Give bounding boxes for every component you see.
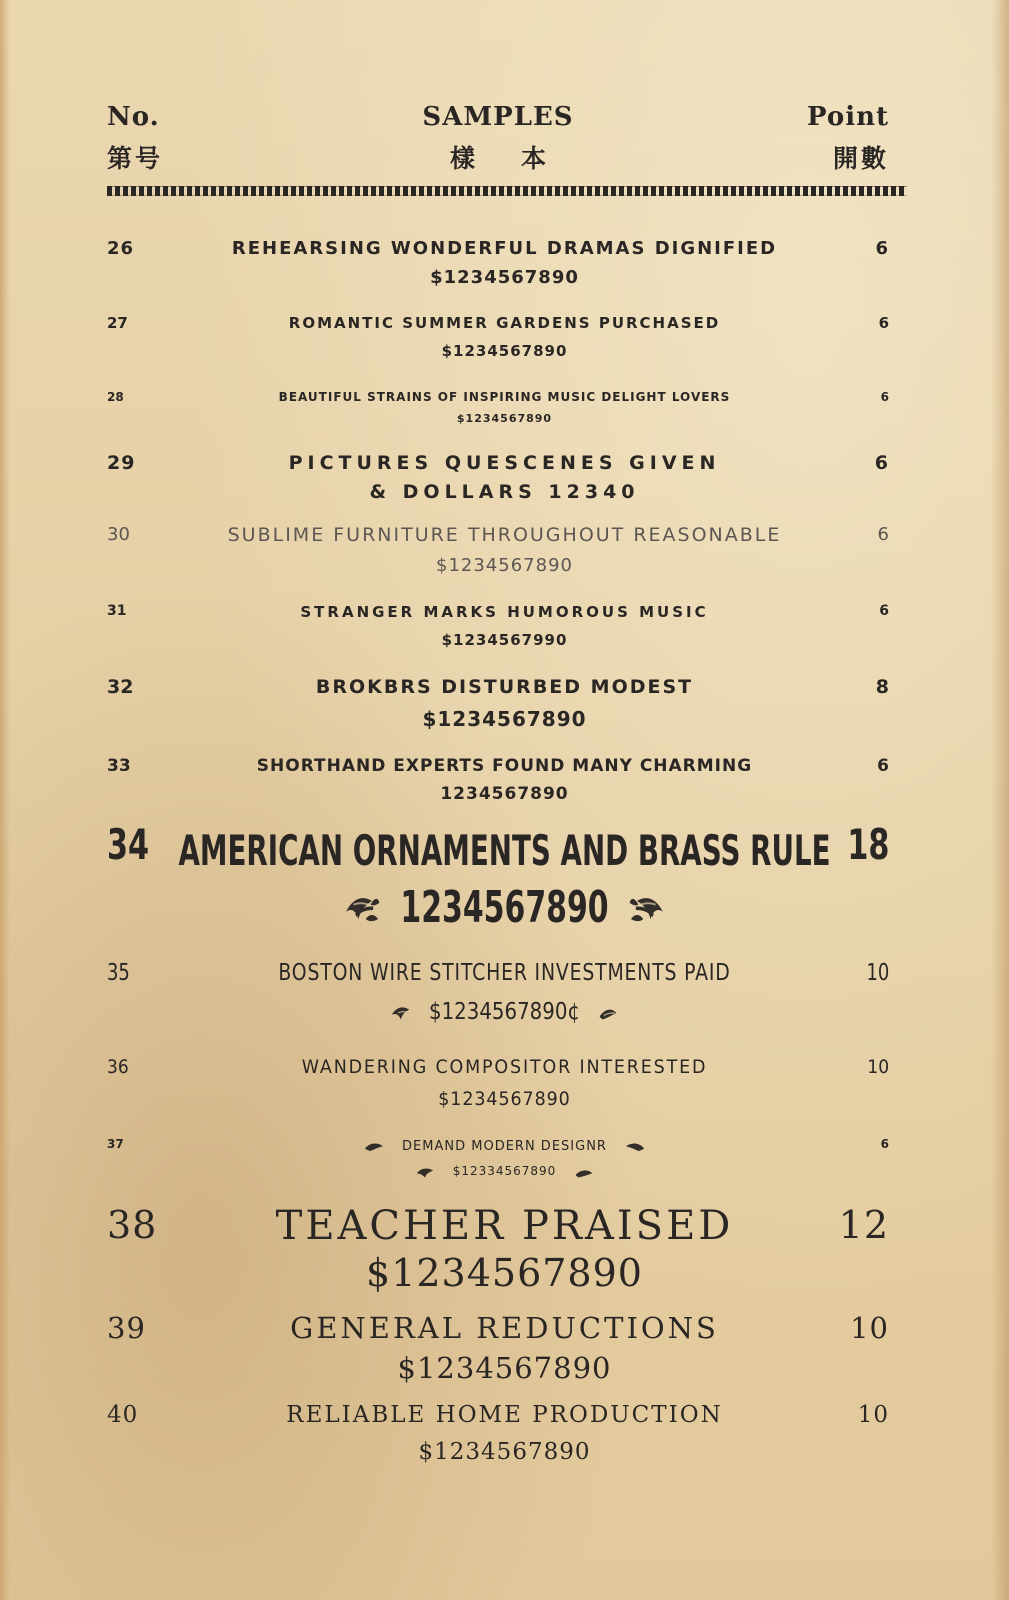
header-samples-zh: 樣本: [449, 144, 592, 173]
sample-number: 38: [107, 1203, 158, 1247]
sample-subline-with-ornaments: [71, 999, 939, 1025]
sample-point-size: 10: [850, 1311, 889, 1345]
sample-point-size: 18: [846, 820, 889, 869]
sample-subline: $1234567890: [436, 555, 573, 576]
sample-title: STRANGER MARKS HUMOROUS MUSIC: [300, 603, 709, 621]
sample-title: GENERAL REDUCTIONS: [290, 1311, 719, 1345]
sample-title: TEACHER PRAISED: [275, 1203, 734, 1249]
sample-number: 35: [107, 960, 130, 986]
sample-point-size: 6: [878, 314, 889, 332]
leaf-ornament-icon: [597, 1003, 619, 1023]
sample-point-size: 10: [857, 1402, 889, 1428]
sample-number: 30: [107, 524, 130, 545]
sample-number: 40: [107, 1402, 139, 1428]
sample-point-size: 6: [877, 756, 889, 776]
header-number-zh: 第号: [107, 144, 164, 173]
sample-title: REHEARSING WONDERFUL DRAMAS DIGNIFIED: [231, 238, 778, 259]
sample-subline: 1234567890: [400, 882, 609, 933]
sample-subline: $1234567890: [422, 707, 587, 731]
sample-subline: $1234567890: [418, 1439, 591, 1465]
sample-point-size: 10: [866, 960, 889, 986]
sample-number: 33: [107, 756, 131, 776]
dashed-rule: [107, 186, 907, 196]
leaf-ornament-icon: [624, 1140, 646, 1154]
sample-subline: $1234567990: [441, 631, 568, 649]
sample-point-size: 12: [838, 1203, 889, 1247]
sample-title-with-ornaments: [0, 1139, 1009, 1154]
sample-number: 39: [107, 1311, 146, 1345]
sample-number: 32: [107, 676, 134, 698]
sample-subline: $1234567890: [441, 342, 568, 360]
sample-subline: $12334567890: [452, 1164, 557, 1178]
sample-number: 37: [107, 1137, 124, 1151]
sample-number: 27: [107, 314, 128, 332]
sample-number: 29: [107, 452, 136, 474]
leaf-ornament-icon: [390, 1003, 412, 1023]
sample-title: DEMAND MODERN DESIGNR: [402, 1139, 607, 1154]
sample-point-size: 6: [875, 238, 889, 259]
sample-subline-with-ornaments: [161, 882, 847, 933]
sample-number: 28: [107, 390, 124, 404]
sample-title: AMERICAN ORNAMENTS AND BRASS RULE: [178, 826, 831, 875]
sample-subline: $1234567890¢: [428, 999, 581, 1025]
sample-number: 26: [107, 238, 135, 259]
sample-point-size: 6: [879, 603, 889, 619]
sample-title: SUBLIME FURNITURE THROUGHOUT REASONABLE: [227, 524, 782, 546]
sample-title: PICTURES QUESCENES GIVEN: [288, 452, 721, 474]
sample-point-size: 10: [867, 1056, 889, 1078]
header-point-column: [807, 102, 889, 174]
header-point-zh: 開數: [832, 144, 889, 173]
sample-point-size: 6: [880, 390, 889, 404]
header-point-en: Point: [807, 102, 889, 132]
leaf-ornament-icon: [414, 1165, 436, 1179]
sample-point-size: 8: [875, 676, 889, 698]
sample-subline: $1234567890: [397, 1351, 612, 1385]
sample-subline: & DOLLARS 12340: [369, 481, 640, 503]
sample-subline: $1234567890: [456, 412, 553, 425]
sample-subline: $1234567890: [438, 1088, 571, 1110]
sample-point-size: 6: [874, 452, 889, 474]
sample-point-size: 6: [880, 1137, 889, 1151]
sample-number: 36: [107, 1056, 129, 1078]
sample-subline: $1234567890: [430, 267, 579, 288]
header-samples-column: [388, 102, 608, 174]
leaf-ornament-icon: [573, 1165, 595, 1179]
sample-subline: 1234567890: [440, 784, 569, 804]
leaf-ornament-icon: [627, 888, 666, 932]
sample-subline-with-ornaments: [0, 1164, 1009, 1179]
sample-title: RELIABLE HOME PRODUCTION: [286, 1402, 723, 1428]
sample-title: WANDERING COMPOSITOR INTERESTED: [301, 1056, 708, 1078]
header-number-en: No.: [107, 102, 160, 132]
sample-title: BROKBRS DISTURBED MODEST: [315, 676, 694, 698]
sample-title: BEAUTIFUL STRAINS OF INSPIRING MUSIC DELIGHT LOVERS: [278, 390, 731, 404]
sample-title: SHORTHAND EXPERTS FOUND MANY CHARMING: [256, 756, 753, 776]
sample-number: 34: [107, 820, 150, 869]
sample-title: BOSTON WIRE STITCHER INVESTMENTS PAID: [278, 960, 731, 986]
sample-subline: $1234567890: [366, 1251, 643, 1295]
sample-title: ROMANTIC SUMMER GARDENS PURCHASED: [288, 314, 721, 332]
header-divider-rule: [107, 186, 907, 198]
leaf-ornament-icon: [342, 888, 381, 932]
sample-number: 31: [107, 603, 127, 619]
header-samples-en: SAMPLES: [422, 102, 574, 132]
leaf-ornament-icon: [363, 1140, 385, 1154]
sample-point-size: 6: [877, 524, 889, 545]
header-number-column: [107, 102, 163, 174]
